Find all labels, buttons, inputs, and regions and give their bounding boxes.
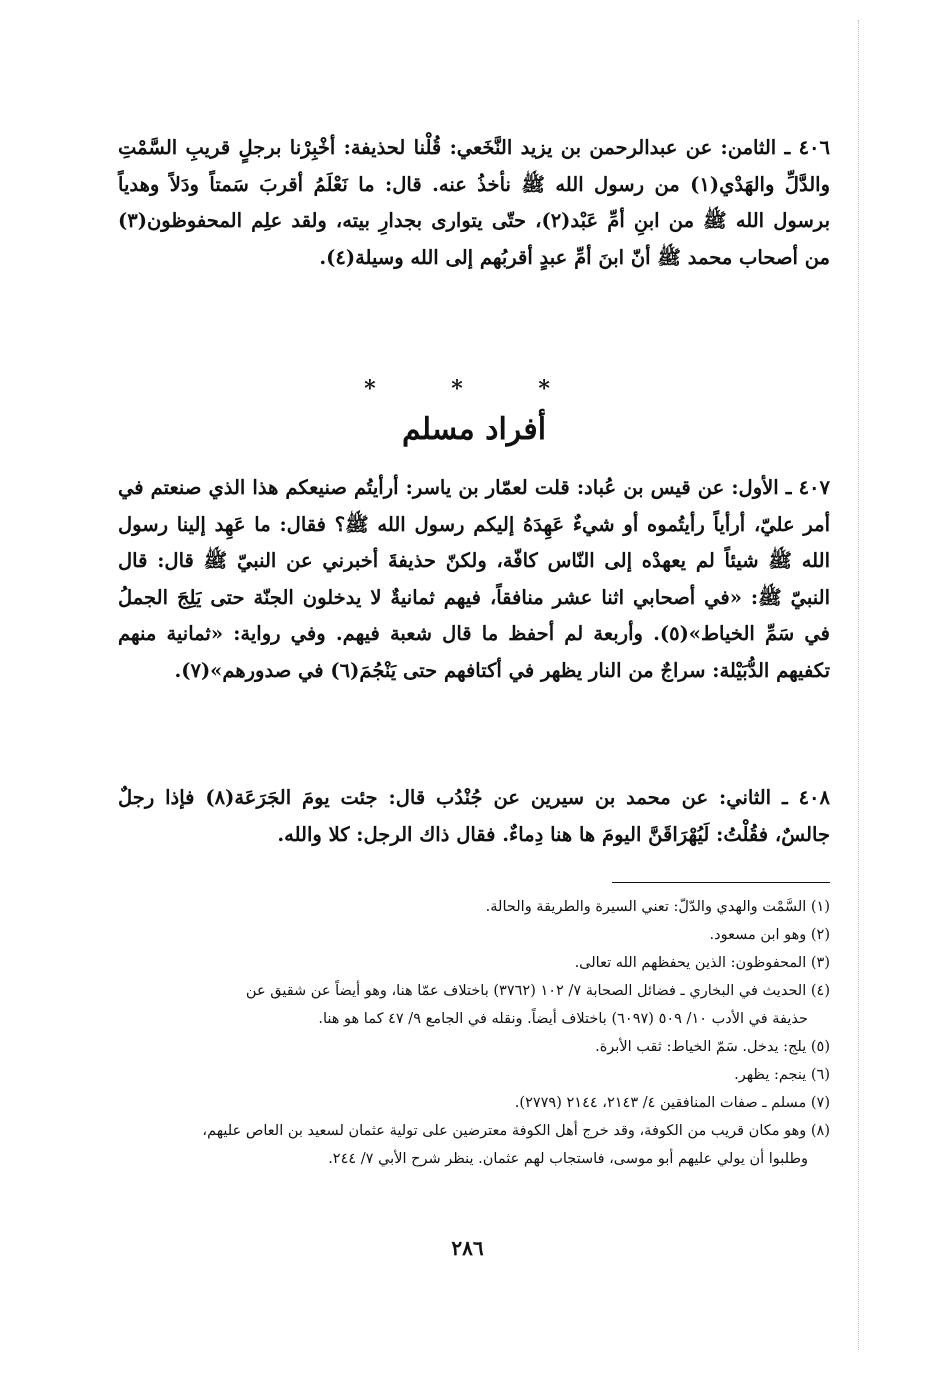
- margin-guide: [858, 20, 859, 1350]
- hadith-407-number: ٤٠٧ ـ الأول:: [731, 476, 830, 499]
- hadith-406-block: [118, 130, 830, 276]
- hadith-406-paragraph: [118, 130, 830, 276]
- footnote-8: (٨) وهو مكان قريب من الكوفة، وقد خرج أهل الكوفة معترضين على تولية عثمان لسعيد بن العاص عليهم،: [202, 1123, 830, 1139]
- footnote-6: (٦) ينجم: يظهر.: [734, 1067, 830, 1083]
- hadith-407-paragraph: [118, 470, 830, 689]
- footnotes-list: [118, 893, 830, 1173]
- hadith-406-number: ٤٠٦ ـ الثامن:: [720, 136, 830, 159]
- hadith-408-paragraph: [118, 780, 830, 853]
- footnote-3: (٣) المحفوظون: الذين يحفظهم الله تعالى.: [574, 955, 830, 971]
- hadith-407-text: عن قيس بن عُباد: قلت لعمّار بن ياسر: أرأيتُم صنيعكم هذا الذي صنعتم في أمر عليّ، أرأياً رأيتُموه أو شيءٌ عَهِدَهُ إليكم رسول الله ﷺ؟ فقال: ما عَهِد إلينا رسول الله ﷺ شيئاً لم يعهدْه إلى النّاس كافّة، ولكنّ حذيفةَ أخبرني عن النبيّ ﷺ قال: قال النبيّ ﷺ: «في أصحابي اثنا عشر منافقاً، فيهم ثمانيةٌ لا يدخلون الجنّة حتى يَلِجَ الجملُ في سَمِّ الخياط»(٥). وأربعة لم أحفظ ما قال شعبة فيهم. وفي رواية: «ثمانية منهم تكفيهم الدُّبَيْلة: سراجٌ من النار يظهر في أكتافهم حتى يَنْجُمَ(٦) في صدورهم»(٧).: [118, 476, 830, 682]
- hadith-408-text: عن محمد بن سيرين عن جُنْدُب قال: جئت يومَ الجَرَعَة(٨) فإذا رجلٌ جالسٌ، فقُلْتُ: لَيُهْرَاقَنَّ اليومَ ها هنا دِماءٌ. فقال ذاك الرجل: كلا والله.: [118, 786, 830, 846]
- footnote-8-continued: وطلبوا أن يولي عليهم أبو موسى، فاستجاب لهم عثمان. ينظر شرح الأبي ٧/ ٢٤٤.: [328, 1151, 808, 1167]
- footnote-2: (٢) وهو ابن مسعود.: [709, 927, 830, 943]
- page-number: ٢٨٦: [451, 1236, 484, 1260]
- hadith-408-number: ٤٠٨ ـ الثاني:: [719, 786, 830, 809]
- section-separator: * * *: [364, 376, 584, 402]
- footnote-4: (٤) الحديث في البخاري ـ فضائل الصحابة ٧/ ١٠٢ (٣٧٦٢) باختلاف عمّا هنا، وهو أيضاً عن شقيق عن: [245, 983, 830, 999]
- section-title: أفراد مسلم: [401, 412, 547, 447]
- hadith-408-block: [118, 780, 830, 853]
- hadith-407-block: [118, 470, 830, 689]
- footnote-4-continued: حذيفة في الأدب ١٠/ ٥٠٩ (٦٠٩٧) باختلاف أيضاً. ونقله في الجامع ٩/ ٤٧ كما هو هنا.: [318, 1011, 808, 1027]
- footnote-7: (٧) مسلم ـ صفات المنافقين ٤/ ٢١٤٣، ٢١٤٤ (٢٧٧٩).: [514, 1095, 830, 1111]
- footnote-divider: [612, 882, 830, 883]
- footnote-1: (١) السَّمْت والهدي والدّلّ: تعني السيرة والطريقة والحالة.: [485, 899, 830, 915]
- hadith-406-text: عن عبدالرحمن بن يزيد النَّخَعي: قُلْنا لحذيفة: أخْبِرْنا برجلٍ قريبِ السَّمْتِ والدَّلِّ والهَدْي(١) من رسول الله ﷺ نأخذُ عنه. قال: ما نَعْلَمُ أقربَ سَمتاً ودَلاً وهدياً برسول الله ﷺ من ابنِ أمِّ عَبْد(٢)، حتّى يتوارى بجدارِ بيته، ولقد علِم المحفوظون(٣) من أصحاب محمد ﷺ أنّ ابنَ أمِّ عبدٍ أقربُهم إلى الله وسيلة(٤).: [118, 136, 830, 269]
- footnote-5: (٥) يلج: يدخل. سَمّ الخياط: ثقب الأبرة.: [595, 1039, 830, 1055]
